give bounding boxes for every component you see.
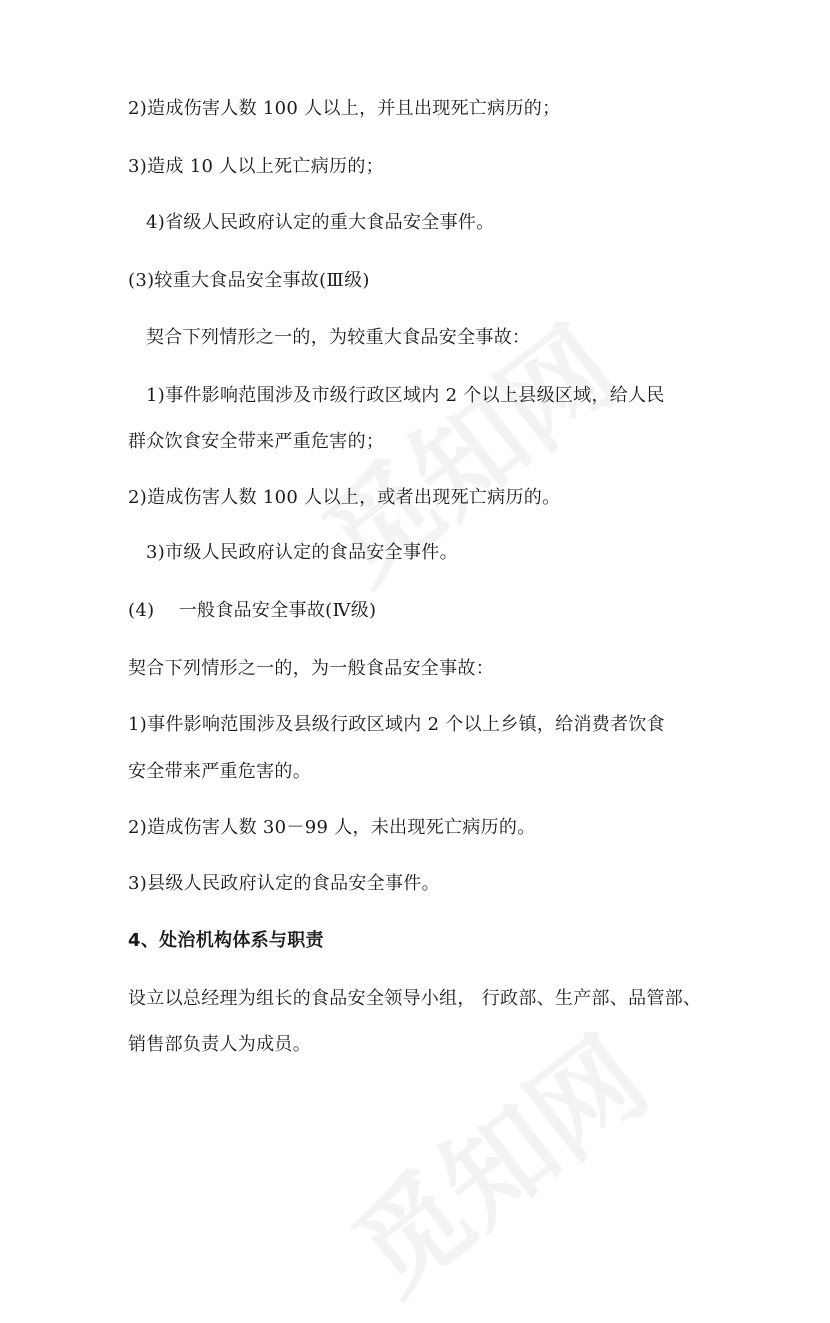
- paragraph-line: 安全带来严重危害的。: [128, 761, 311, 782]
- paragraph-line: 2)造成伤害人数 100 人以上，或者出现死亡病历的。: [128, 487, 561, 508]
- section-heading: (3)较重大食品安全事故(Ⅲ级): [128, 270, 370, 291]
- paragraph-line: 设立以总经理为组长的食品安全领导小组， 行政部、生产部、品管部、: [128, 988, 702, 1009]
- chapter-heading: 4、处治机构体系与职责: [128, 930, 324, 951]
- paragraph-line: 群众饮食安全带来严重危害的；: [128, 431, 385, 452]
- paragraph-line: 1)事件影响范围涉及县级行政区域内 2 个以上乡镇，给消费者饮食: [128, 714, 665, 735]
- paragraph-line: 3)造成 10 人以上死亡病历的；: [128, 156, 384, 177]
- paragraph-line: 1)事件影响范围涉及市级行政区域内 2 个以上县级区域，给人民: [146, 385, 665, 406]
- paragraph-line: 契合下列情形之一的，为一般食品安全事故：: [128, 658, 494, 679]
- watermark: [316, 995, 673, 1323]
- paragraph-line: 3)市级人民政府认定的食品安全事件。: [146, 542, 458, 563]
- paragraph-line: 3)县级人民政府认定的食品安全事件。: [128, 873, 440, 894]
- paragraph-line: 2)造成伤害人数 100 人以上，并且出现死亡病历的；: [128, 98, 561, 119]
- paragraph-line: 2)造成伤害人数 30－99 人，未出现死亡病历的。: [128, 817, 536, 838]
- paragraph-line: 4)省级人民政府认定的重大食品安全事件。: [146, 212, 495, 233]
- paragraph-line: 契合下列情形之一的，为较重大食品安全事故：: [146, 327, 531, 348]
- section-heading: (4) 一般食品安全事故(Ⅳ级): [128, 600, 377, 621]
- paragraph-line: 销售部负责人为成员。: [128, 1034, 311, 1055]
